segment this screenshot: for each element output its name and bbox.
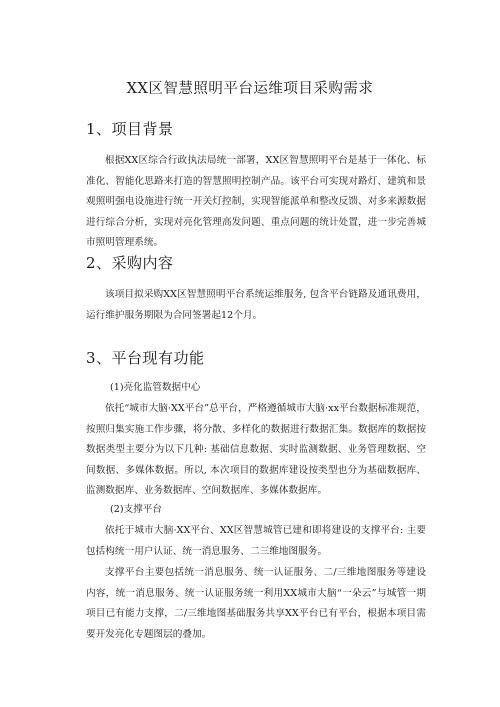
section-heading-functions: 3、平台现有功能 xyxy=(86,349,205,367)
support-platform-paragraph: 依托于城市大脑·XX平台、XX区智慧城管已建和即将建设的支撑平台: 主要包括构统一用户认证、统一消息服务、二三维地图服务。 xyxy=(86,525,426,557)
background-paragraph: 根据XX区综合行政执法局统一部署，XX区智慧照明平台是基于一体化、标准化、智能化思路来打造的智慧照明控制产品。该平台可实现对路灯、建筑和景观照明强电设施进行统一开关灯控制，实现智能派单和整改反馈、对多来源数据进行综合分析，实现对亮化管理高发问题、重点问题的统计处置，进一步完善城市照明管理系统。 xyxy=(86,155,426,248)
procurement-paragraph: 该项目拟采购XX区智慧照明平台系统运维服务, 包含平台链路及通讯费用，运行维护服务期限为合同签署起12个月。 xyxy=(86,289,426,321)
support-details-paragraph: 支撑平台主要包括统一消息服务、统一认证服务、二/三维地图服务等建设内容，统一消息服务、统一认证服务统一利用XX城市大脑“一朵云”与城管一期项目已有能力支撑，二/三维地图基础服务共享XX平台已有平台，根据本项目需要开发亮化专题图层的叠加。 xyxy=(86,567,426,640)
subheading-support-platform: (2)支撑平台 xyxy=(110,504,162,515)
data-center-paragraph: 依托“城市大脑·XX平台”总平台，严格遵循城市大脑·xx平台数据标准规范，按照归集实施工作步骤，将分散、多样化的数据进行数据汇集。数据库的数据按数据类型主要分为以下几种: 基础信息数据、实时监测数据、业务管理数据、空间数据、多媒体数据。所以, 本次项目的数据库建设按类型也分为基础数据库、监测数据库、业务数据库、空间数据库、多媒体数据库。 xyxy=(86,403,426,496)
section-heading-procurement: 2、采购内容 xyxy=(86,254,174,272)
document-title: XX区智慧照明平台运维项目采购需求 xyxy=(126,81,374,97)
subheading-data-center: (1)亮化监管数据中心 xyxy=(110,382,201,393)
section-heading-background: 1、项目背景 xyxy=(86,120,174,138)
